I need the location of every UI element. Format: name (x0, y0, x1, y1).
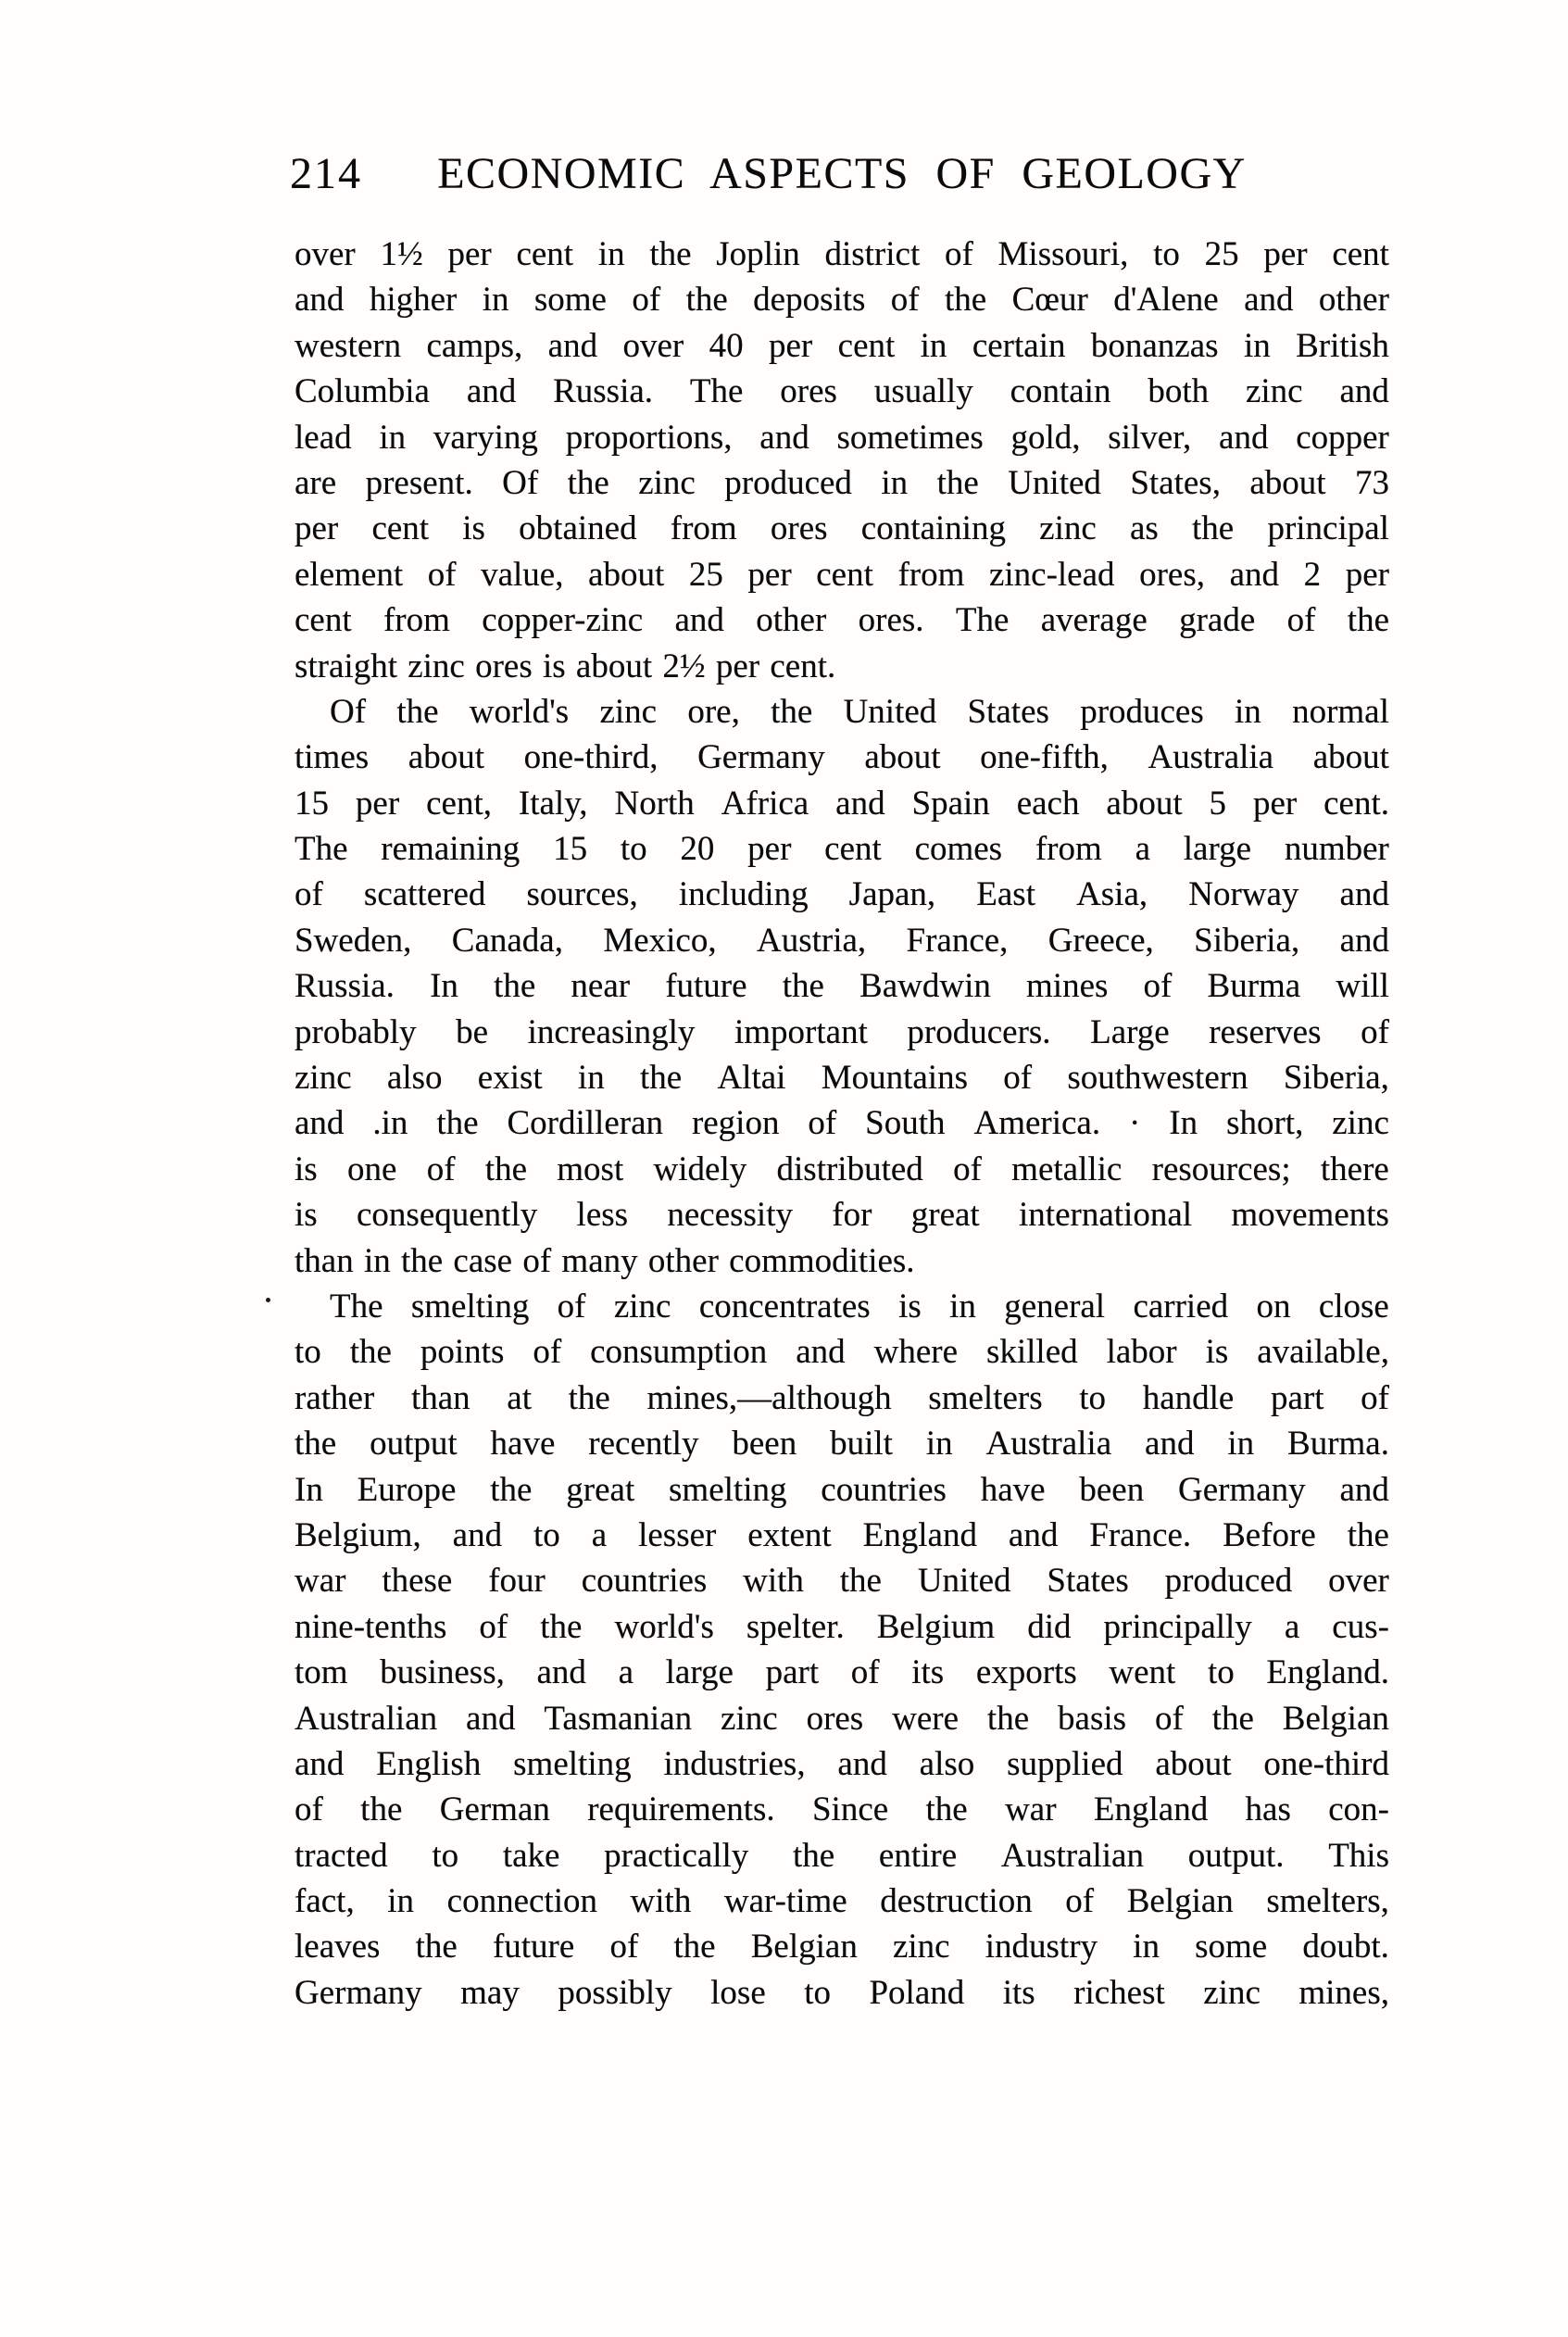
text-line: of scattered sources, including Japan, East Asia, Norway and (295, 875, 1389, 914)
text-line: are present. Of the zinc produced in the United States, about 73 (295, 463, 1389, 502)
text-line: per cent is obtained from ores containing zinc as the principal (295, 509, 1389, 548)
text-line: over 1½ per cent in the Joplin district of Missouri, to 25 per cent (295, 235, 1389, 273)
text-line: Australian and Tasmanian zinc ores were the basis of the Belgian (295, 1699, 1389, 1738)
text-line: the output have recently been built in Australia and in Burma. (295, 1425, 1389, 1464)
text-line: straight zinc ores is about 2½ per cent. (295, 647, 836, 685)
text-line: The remaining 15 to 20 per cent comes from a large number (295, 830, 1389, 869)
text-line: fact, in connection with war-time destruction of Belgian smelters, (295, 1882, 1389, 1921)
text-line: The smelting of zinc concentrates is in general carried on close (330, 1287, 1389, 1326)
text-line: Of the world's zinc ore, the United States produces in normal (330, 692, 1389, 731)
text-line: Russia. In the near future the Bawdwin mines of Burma will (295, 967, 1389, 1006)
text-line: Belgium, and to a lesser extent England and France. Before the (295, 1515, 1389, 1554)
text-line: probably be increasingly important producers. Large reserves of (295, 1012, 1389, 1051)
text-line: Columbia and Russia. The ores usually contain both zinc and (295, 372, 1389, 411)
page-number: 214 (290, 149, 362, 198)
text-line: and higher in some of the deposits of the Cœur d'Alene and other (295, 281, 1389, 320)
text-line: Germany may possibly lose to Poland its richest zinc mines, (295, 1973, 1389, 2012)
text-line: tracted to take practically the entire Australian output. This (295, 1836, 1389, 1875)
text-line: is consequently less necessity for great international movements (295, 1196, 1389, 1235)
text-line: and English smelting industries, and also supplied about one-third (295, 1744, 1389, 1783)
text-line: is one of the most widely distributed of metallic resources; there (295, 1150, 1389, 1188)
text-line: than in the case of many other commodities. (295, 1241, 915, 1280)
text-line: leaves the future of the Belgian zinc industry in some doubt. (295, 1928, 1389, 1966)
text-line: 15 per cent, Italy, North Africa and Spain each about 5 per cent. (295, 784, 1389, 823)
text-line: war these four countries with the United States produced over (295, 1562, 1389, 1601)
text-line: Sweden, Canada, Mexico, Austria, France, Greece, Siberia, and (295, 921, 1389, 960)
text-line: western camps, and over 40 per cent in certain bonanzas in British (295, 326, 1389, 365)
text-line: and .in the Cordilleran region of South America. · In short, zinc (295, 1104, 1389, 1143)
text-line: tom business, and a large part of its exports went to England. (295, 1653, 1389, 1692)
page-body (295, 232, 1389, 2016)
running-title: ECONOMIC ASPECTS OF GEOLOGY (437, 149, 1247, 198)
text-line: cent from copper-zinc and other ores. The average grade of the (295, 601, 1389, 640)
running-head (290, 149, 1389, 198)
text-line: In Europe the great smelting countries have been Germany and (295, 1470, 1389, 1509)
text-line: element of value, about 25 per cent from zinc-lead ores, and 2 per (295, 555, 1389, 594)
text-line: lead in varying proportions, and sometimes gold, silver, and copper (295, 418, 1389, 457)
text-line: nine-tenths of the world's spelter. Belgium did principally a cus- (295, 1607, 1389, 1646)
text-line: to the points of consumption and where skilled labor is available, (295, 1333, 1389, 1372)
text-line: times about one-third, Germany about one-fifth, Australia about (295, 738, 1389, 777)
text-line: of the German requirements. Since the war England has con- (295, 1790, 1389, 1829)
ink-speck (266, 1298, 270, 1302)
text-line: zinc also exist in the Altai Mountains of southwestern Siberia, (295, 1059, 1389, 1098)
text-line: rather than at the mines,—although smelters to handle part of (295, 1378, 1389, 1417)
